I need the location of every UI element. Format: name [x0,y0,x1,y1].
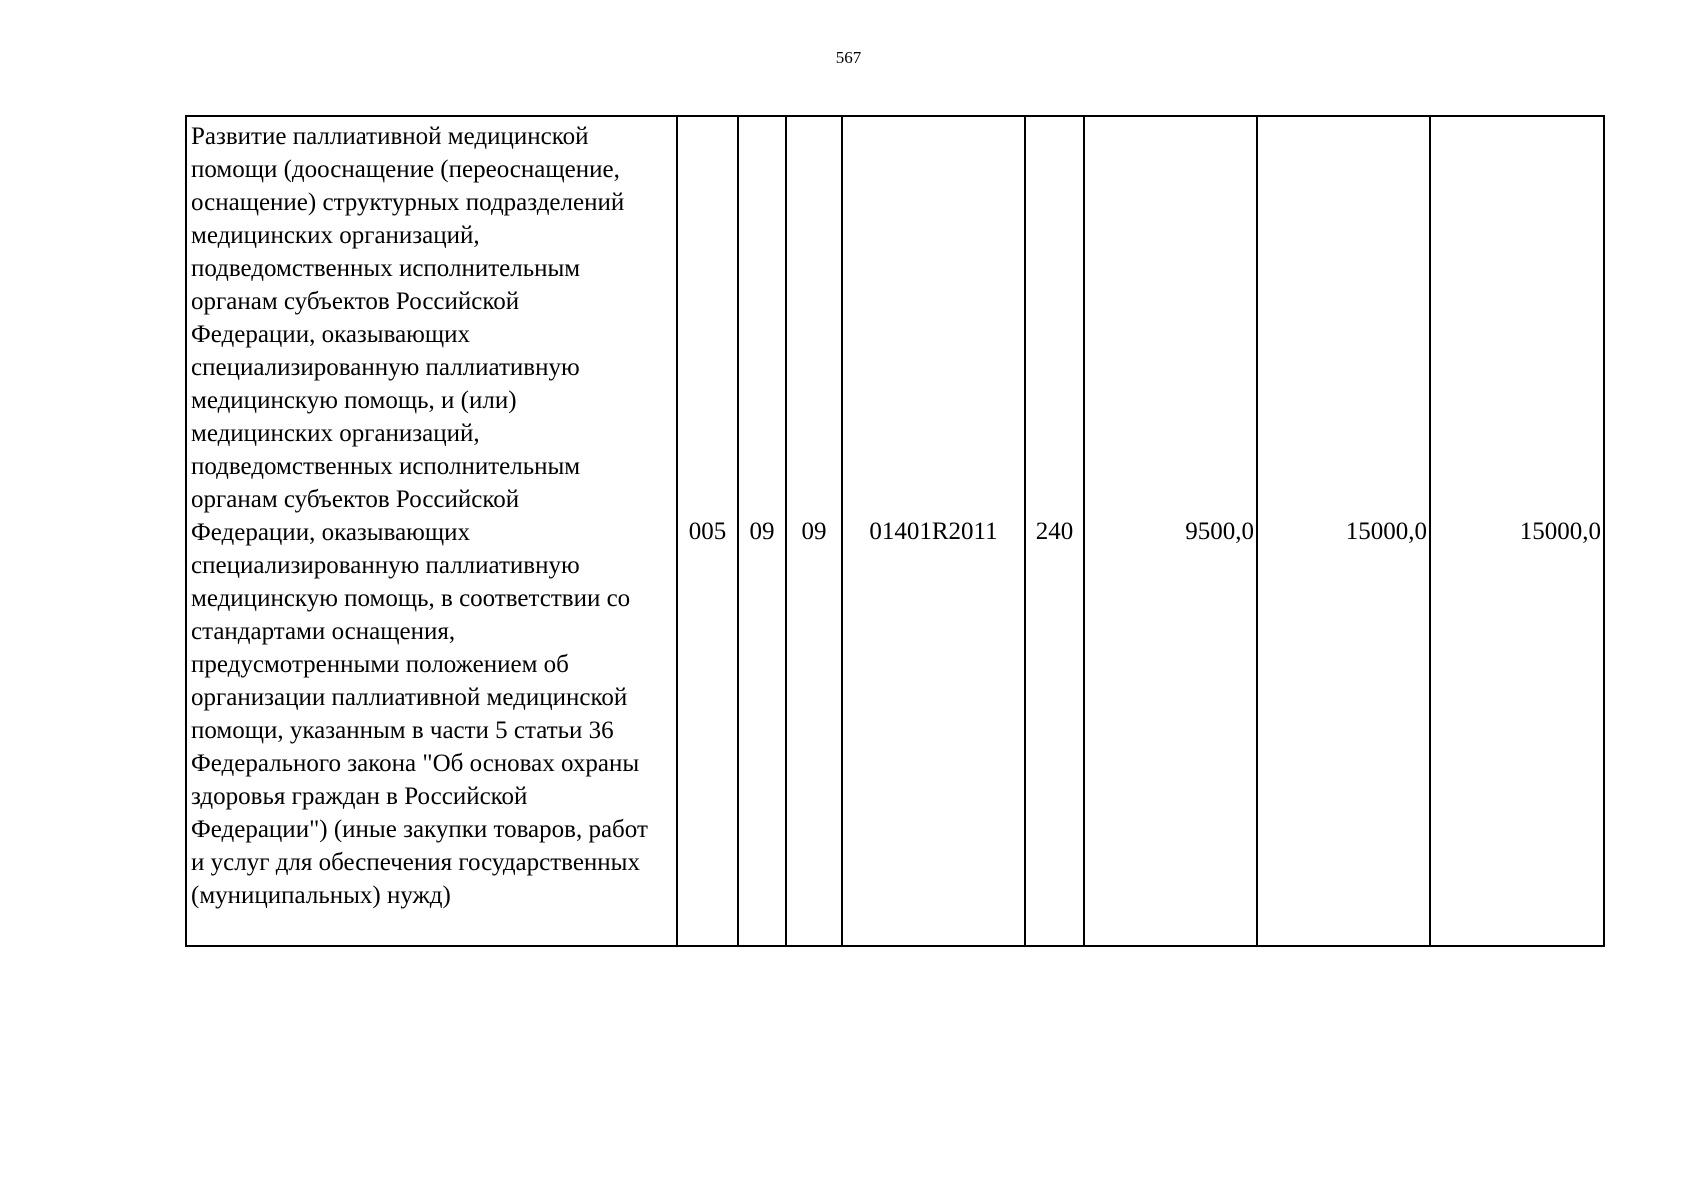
amount-cell-2: 15000,0 [1257,116,1430,946]
amount-cell-3: 15000,0 [1430,116,1604,946]
expense-type-code-cell: 240 [1025,116,1084,946]
budget-table [185,115,1605,947]
amount-cell-1: 9500,0 [1084,116,1257,946]
table-row [186,116,1604,946]
subsection-code-cell: 09 [786,116,842,946]
section-code-cell: 09 [738,116,786,946]
page-number: 567 [835,48,862,67]
ministry-code-cell: 005 [677,116,738,946]
description-cell: Развитие паллиативной медицинской помощи (дооснащение (переоснащение, оснащение) структурных подразделений медицинских организаций, подведомственных исполнительным органам субъектов Российской Федерации, оказывающих специализированную паллиативную медицинскую помощь, и (или) медицинских организаций, подведомственных исполнительным органам субъектов Российской Федерации, оказывающих специализированную паллиативную медицинскую помощь, в соответствии со стандартами оснащения, предусмотренными положением об организации паллиативной медицинской помощи, указанным в части 5 статьи 36 Федерального закона "Об основах охраны здоровья граждан в Российской Федерации") (иные закупки товаров, работ и услуг для обеспечения государственных (муниципальных) нужд) [186,116,677,946]
target-article-code-cell: 01401R2011 [842,116,1025,946]
